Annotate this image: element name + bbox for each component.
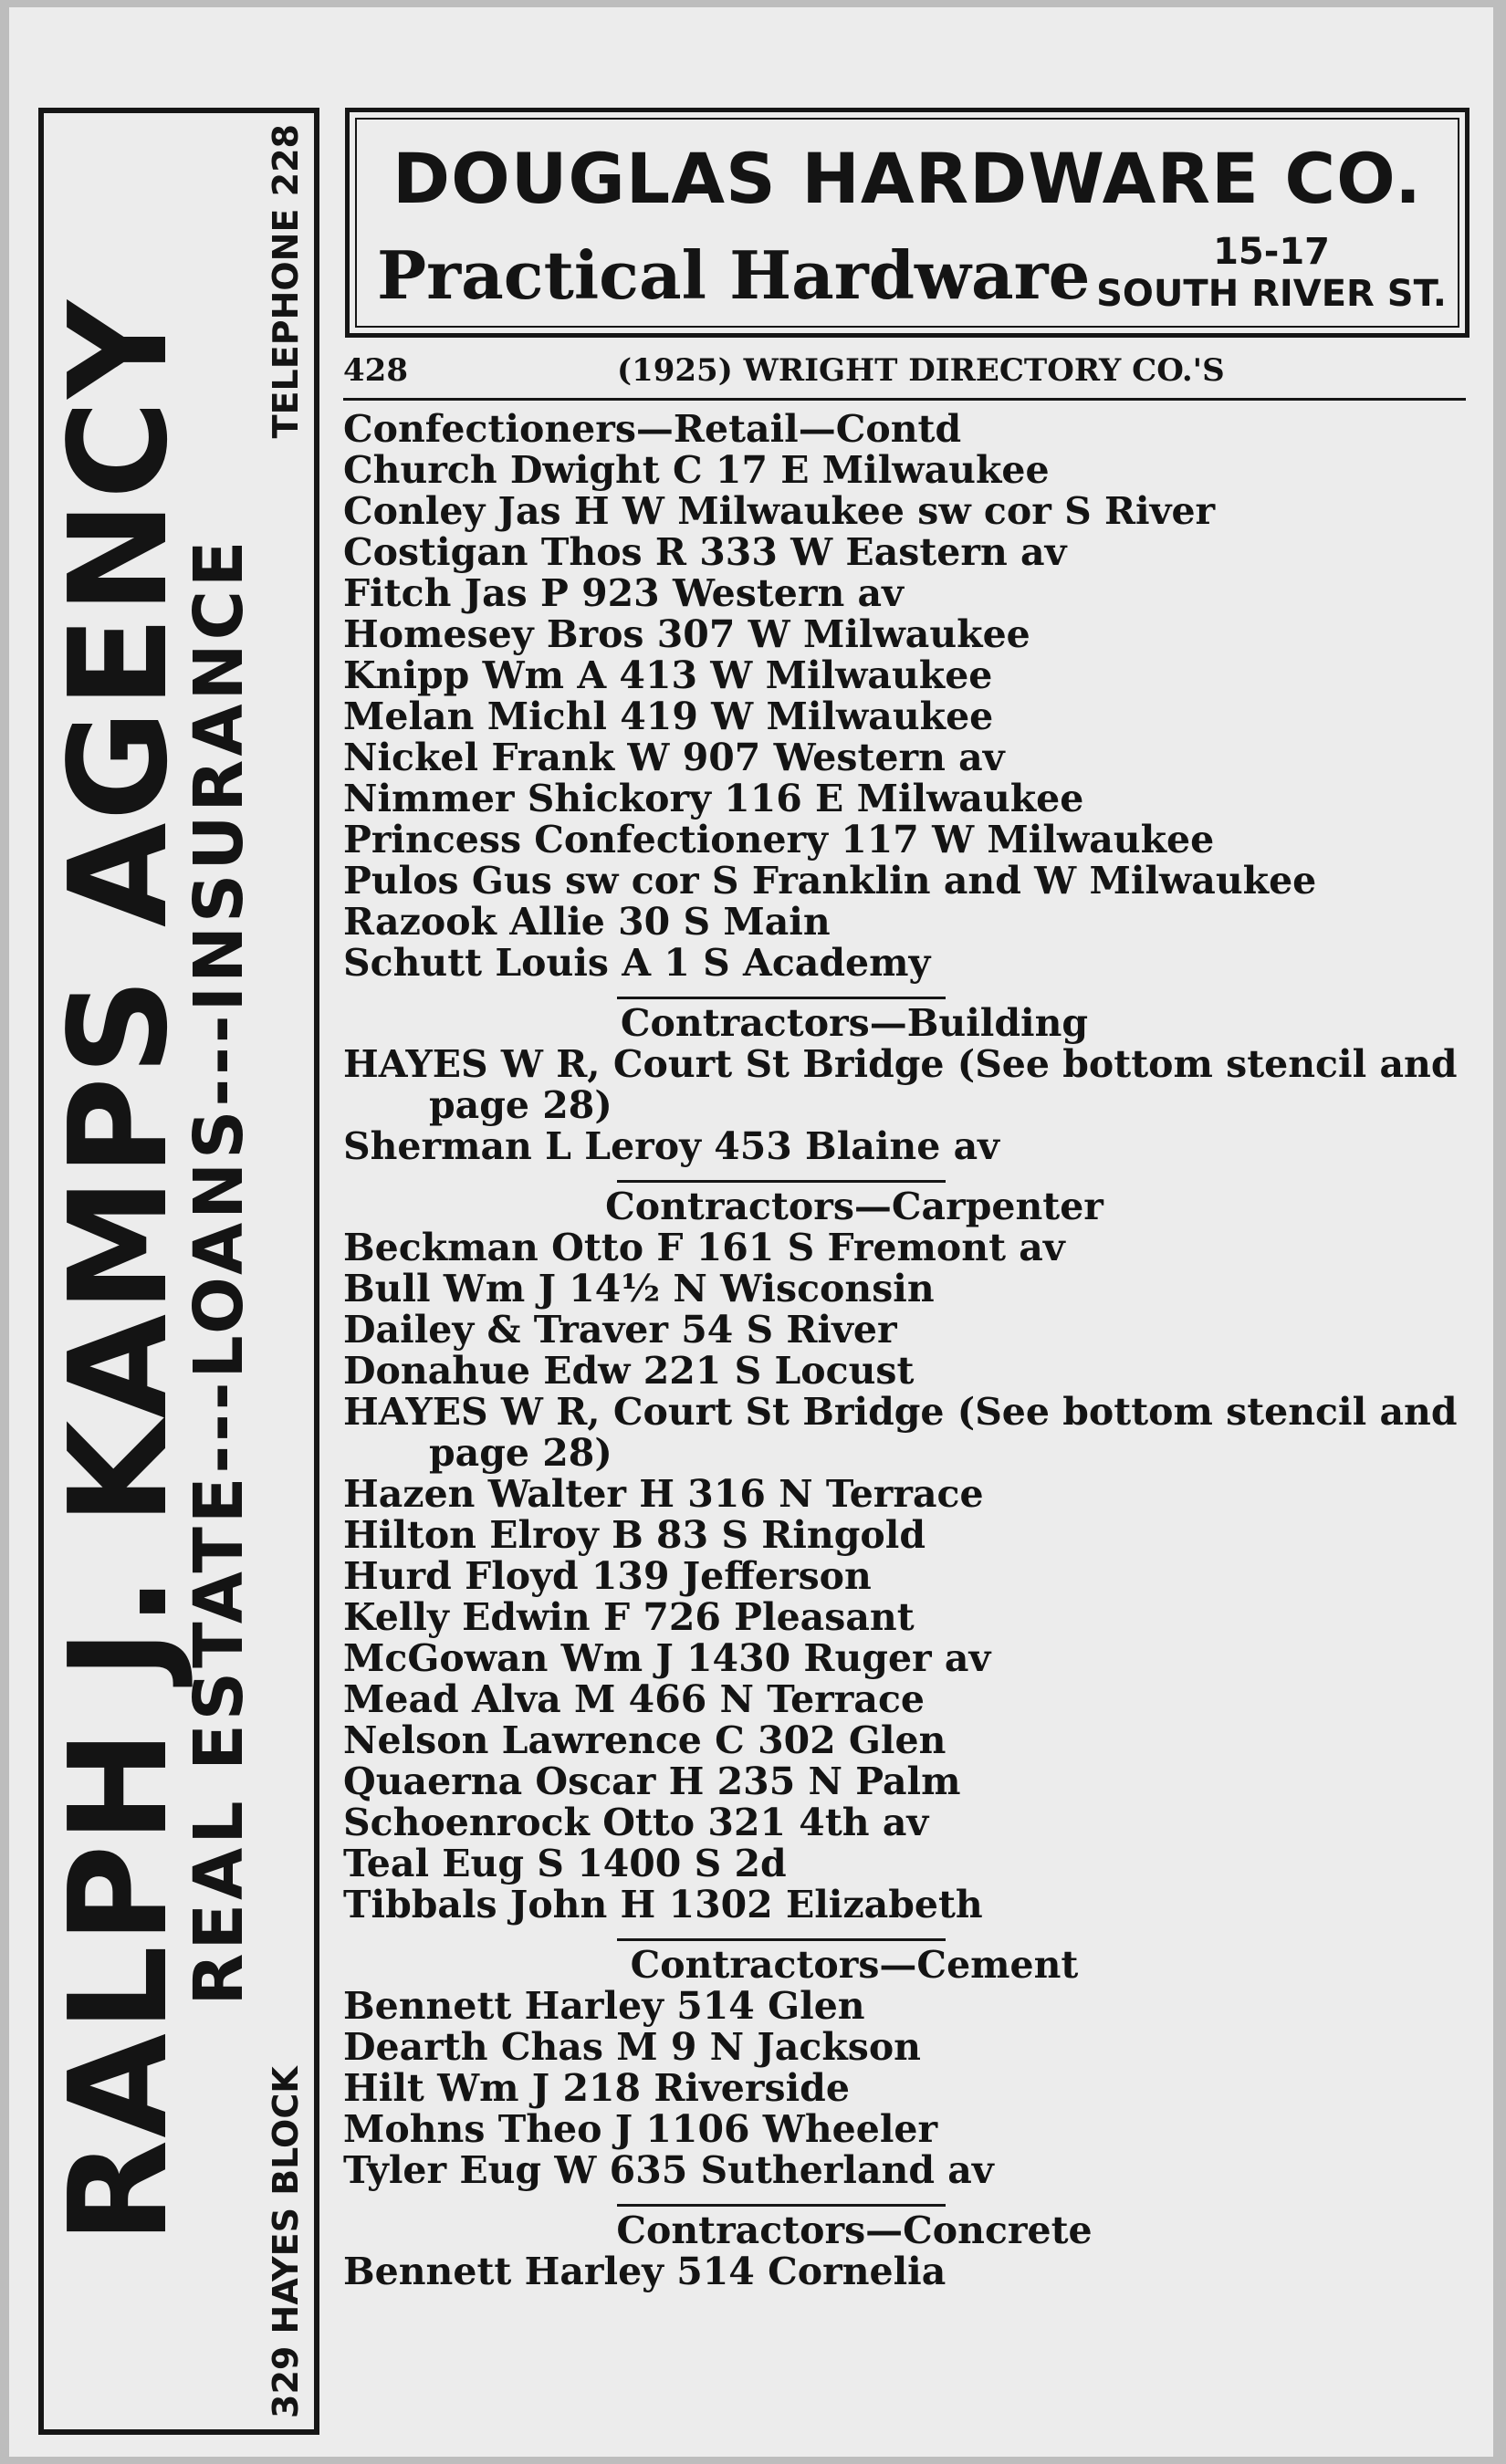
listing-entry: Conley Jas H W Milwaukee sw cor S River bbox=[343, 489, 1216, 533]
listing-entry: Kelly Edwin F 726 Pleasant bbox=[343, 1595, 915, 1639]
listing-entry: page 28) bbox=[429, 1431, 612, 1475]
listing-entry: McGowan Wm J 1430 Ruger av bbox=[343, 1636, 991, 1680]
listing-entry: Teal Eug S 1400 S 2d bbox=[343, 1842, 787, 1885]
listing-entry: Razook Allie 30 S Main bbox=[343, 900, 831, 944]
hardware-address bbox=[1096, 231, 1447, 315]
page-number: 428 bbox=[343, 352, 408, 389]
listing-entry: Mead Alva M 466 N Terrace bbox=[343, 1677, 926, 1721]
listing-entry: Knipp Wm A 413 W Milwaukee bbox=[343, 653, 993, 697]
listing-entry: Pulos Gus sw cor S Franklin and W Milwaukee bbox=[343, 859, 1317, 903]
listing-entry: Tyler Eug W 635 Sutherland av bbox=[343, 2148, 994, 2192]
listing-entry: Hazen Walter H 316 N Terrace bbox=[343, 1472, 984, 1516]
listing-entry: Beckman Otto F 161 S Fremont av bbox=[343, 1226, 1065, 1269]
listing-entry: Quaerna Oscar H 235 N Palm bbox=[343, 1759, 961, 1803]
listing-entry: Nickel Frank W 907 Western av bbox=[343, 736, 1005, 779]
listing-entry: Schutt Louis A 1 S Academy bbox=[343, 941, 931, 985]
section-heading: Contractors—Concrete bbox=[616, 2208, 1093, 2252]
listing-entry: Princess Confectionery 117 W Milwaukee bbox=[343, 818, 1215, 861]
agency-business-lines: REAL ESTATE---LOANS---INSURANCE bbox=[180, 537, 258, 2006]
listing-entry: Schoenrock Otto 321 4th av bbox=[343, 1801, 929, 1844]
listing-entry: Hilton Elroy B 83 S Ringold bbox=[343, 1513, 926, 1557]
hardware-address-street: SOUTH RIVER ST. bbox=[1096, 273, 1447, 315]
listing-entry: HAYES W R, Court St Bridge (See bottom stencil and bbox=[343, 1042, 1458, 1086]
listing-entry: Fitch Jas P 923 Western av bbox=[343, 571, 904, 615]
listing-entry: Hilt Wm J 218 Riverside bbox=[343, 2066, 850, 2110]
hardware-company-name: DOUGLAS HARDWARE CO. bbox=[392, 138, 1422, 219]
listing-entry: Donahue Edw 221 S Locust bbox=[343, 1349, 915, 1393]
agency-contact-row bbox=[266, 117, 306, 2426]
agency-address: 329 HAYES BLOCK bbox=[266, 2066, 306, 2418]
top-advertisement bbox=[345, 108, 1469, 338]
listing-entry: Bennett Harley 514 Glen bbox=[343, 1984, 865, 2028]
section-heading: Contractors—Cement bbox=[630, 1943, 1079, 1987]
page-header bbox=[343, 352, 1466, 401]
listing-entry: Dearth Chas M 9 N Jackson bbox=[343, 2025, 921, 2069]
listing-entry: Nelson Lawrence C 302 Glen bbox=[343, 1718, 946, 1762]
agency-telephone: TELEPHONE 228 bbox=[266, 124, 306, 439]
side-advertisement bbox=[38, 108, 319, 2435]
listing-entry: Hurd Floyd 139 Jefferson bbox=[343, 1554, 872, 1598]
listing-entry: Dailey & Traver 54 S River bbox=[343, 1308, 897, 1352]
listing-entry: Church Dwight C 17 E Milwaukee bbox=[343, 448, 1050, 492]
section-heading: Contractors—Building bbox=[620, 1001, 1089, 1045]
hardware-address-number: 15-17 bbox=[1213, 231, 1331, 273]
section-heading: Contractors—Carpenter bbox=[605, 1185, 1103, 1228]
directory-page bbox=[9, 7, 1493, 2457]
running-head: (1925) WRIGHT DIRECTORY CO.'S bbox=[617, 352, 1225, 389]
listing-entry: Sherman L Leroy 453 Blaine av bbox=[343, 1124, 999, 1168]
listing-entry: Bull Wm J 14½ N Wisconsin bbox=[343, 1267, 935, 1310]
listing-entry: page 28) bbox=[429, 1083, 612, 1127]
agency-name: RALPH J. KAMPS AGENCY bbox=[40, 298, 197, 2244]
hardware-tagline: Practical Hardware bbox=[377, 236, 1091, 314]
listing-entry: Melan Michl 419 W Milwaukee bbox=[343, 694, 994, 738]
listing-entry: Nimmer Shickory 116 E Milwaukee bbox=[343, 777, 1084, 820]
listing-entry: Costigan Thos R 333 W Eastern av bbox=[343, 530, 1067, 574]
listing-entry: Mohns Theo J 1106 Wheeler bbox=[343, 2107, 938, 2151]
top-advertisement-frame bbox=[355, 118, 1459, 328]
listing-entry: Homesey Bros 307 W Milwaukee bbox=[343, 612, 1030, 656]
listing-entry: Bennett Harley 514 Cornelia bbox=[343, 2250, 946, 2293]
directory-listings bbox=[343, 409, 1475, 2292]
listing-entry: HAYES W R, Court St Bridge (See bottom stencil and bbox=[343, 1390, 1458, 1434]
side-advertisement-text bbox=[40, 117, 311, 2426]
section-heading: Confectioners—Retail—Contd bbox=[343, 407, 962, 451]
listing-entry: Tibbals John H 1302 Elizabeth bbox=[343, 1883, 983, 1926]
